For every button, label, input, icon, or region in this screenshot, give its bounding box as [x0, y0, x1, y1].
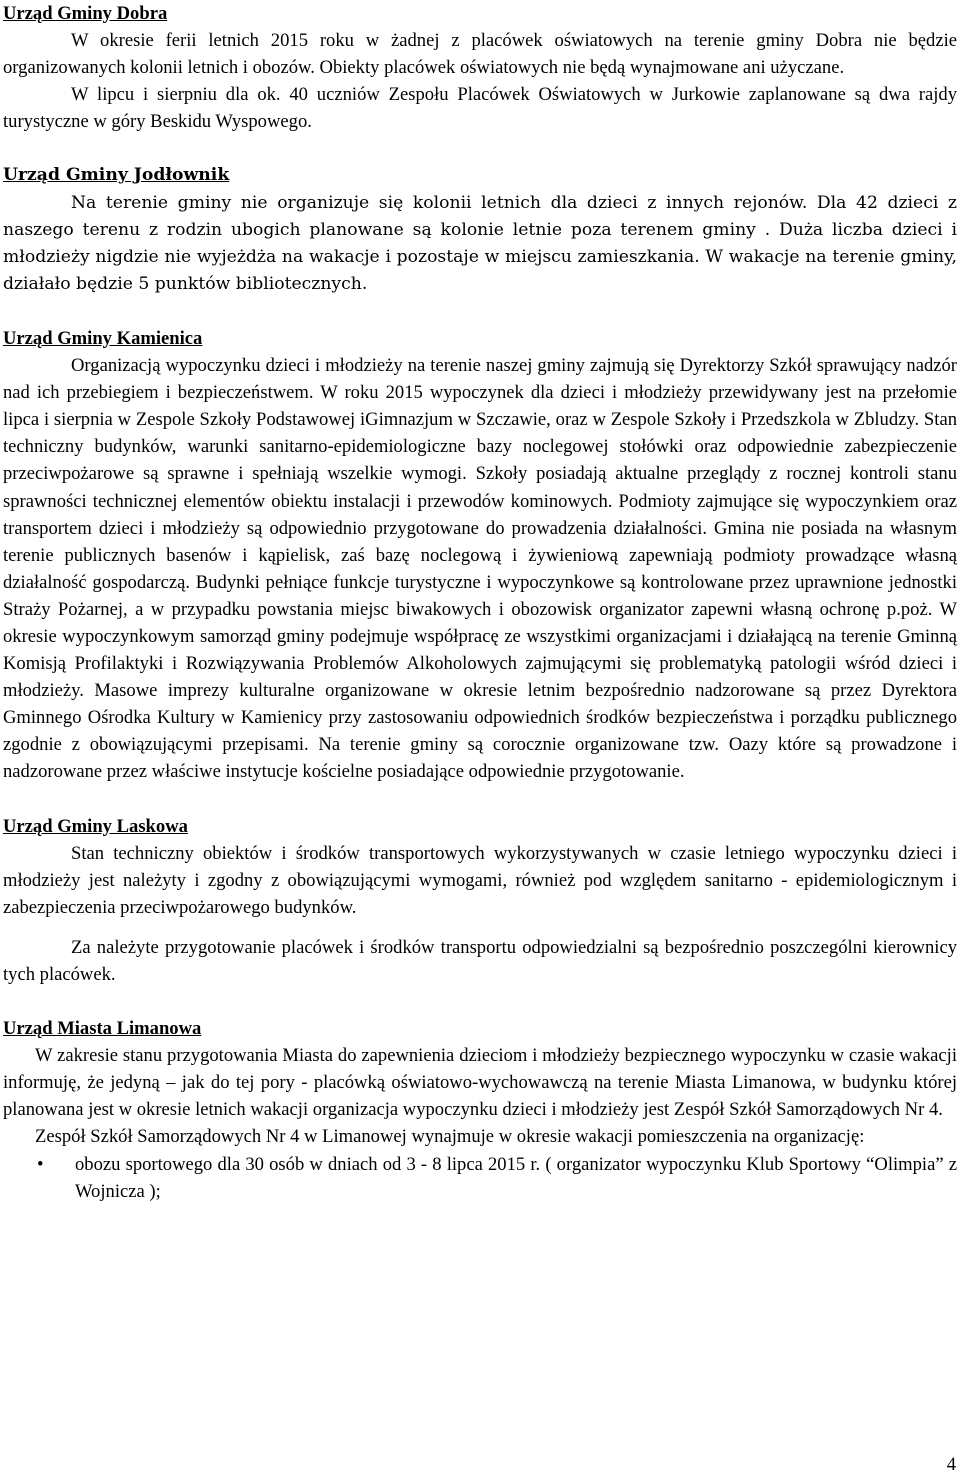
- section-heading: Urząd Gminy Laskowa: [3, 815, 188, 837]
- spacer: [3, 135, 957, 162]
- document-page: [3, 0, 957, 1205]
- list-item-text: obozu sportowego dla 30 osób w dniach od 3 - 8 lipca 2015 r. ( organizator wypoczynku Klub Sportowy “Olimpia” z Wojnicza );: [75, 1153, 957, 1202]
- list-item: [3, 1151, 957, 1205]
- bullet-list: [3, 1151, 957, 1205]
- section-heading: Urząd Gminy Dobra: [3, 3, 168, 24]
- bullet-icon: •: [37, 1153, 44, 1175]
- paragraph: Za należyte przygotowanie placówek i środków transportu odpowiedzialni są bezpośrednio poszczególni kierownicy tych placówek.: [3, 936, 957, 985]
- paragraph: Stan techniczny obiektów i środków transportowych wykorzystywanych w czasie letniego wypoczynku dzieci i młodzieży jest należyty i zgodny z obowiązującymi wymogami, również pod względem sanitarno - epidemiologicznym i zabezpieczenia przeciwpożarowego budynków.: [3, 842, 957, 918]
- section-heading: Urząd Gminy Kamienica: [3, 327, 203, 349]
- paragraph: Na terenie gminy nie organizuje się kolonii letnich dla dzieci z innych rejonów. Dla 42 dzieci z naszego terenu z rodzin ubogich planowane są kolonie letnie poza terenem gminy . Duża liczba dzieci i młodzieży nigdzie nie wyjeżdża na wakacje i pozostaje w miejscu zamieszkania. W wakacje na terenie gminy, działało będzie 5 punktów bibliotecznych.: [3, 192, 957, 294]
- paragraph: Organizacją wypoczynku dzieci i młodzieży na terenie naszej gminy zajmują się Dyrektorzy Szkół sprawujący nadzór nad ich przebiegiem i bezpieczeństwem. W roku 2015 wypoczynek dla dzieci i młodzieży przewidywany jest na przełomie lipca i sierpnia w Zespole Szkoły Podstawowej iGimnazjum w Szczawie, oraz w Zespole Szkoły i Przedszkola w Zbludzy. Stan techniczny budynków, warunki sanitarno-epidemiologiczne bazy noclegowej stołówki oraz odpowiednie zabezpieczenie przeciwpożarowe są sprawne i spełniają wszelkie wymogi. Szkoły posiadają aktualne przeglądy z rocznej kontroli stanu sprawności technicznej elementów obiektu instalacji i przewodów kominowych. Podmioty zajmujące się wypoczynkiem oraz transportem dzieci i młodzieży są odpowiednio przygotowane do prowadzenia działalności. Gmina nie posiada na własnym terenie publicznych basenów i kąpielisk, zaś bazę noclegową i żywieniową zapewniają podmioty prowadzące własną działalność gospodarczą. Budynki pełniące funkcje turystyczne i wypoczynkowe są kontrolowane przez uprawnione jednostki Straży Pożarnej, a w przypadku powstania miejsc biwakowych i obozowisk organizator zapewni własną ochronę p.poż. W okresie wypoczynkowym samorząd gminy podejmuje współpracę ze wszystkimi organizacjami i działającą na terenie Gminną Komisją Profilaktyki i Rozwiązywania Problemów Alkoholowych zajmującymi się problematyką patologii wśród dzieci i młodzieży. Masowe imprezy kulturalne organizowane w okresie letnim bezpośrednio nadzorowane są przez Dyrektora Gminnego Ośrodka Kultury w Kamienicy przy zastosowaniu odpowiednich środków bezpieczeństwa i porządku publicznego zgodnie z obowiązującymi przepisami. Na terenie gminy są corocznie organizowane tzw. Oazy które są prowadzone i nadzorowane przez właściwe instytucje kościelne posiadające odpowiednie przygotowanie.: [3, 355, 957, 783]
- page-number: 4: [946, 1454, 956, 1475]
- paragraph: W lipcu i sierpniu dla ok. 40 uczniów Zespołu Placówek Oświatowych w Jurkowie zaplanowane są dwa rajdy turystyczne w góry Beskidu Wyspowego.: [3, 84, 957, 133]
- section-heading: Urząd Gminy Jodłownik: [3, 165, 230, 186]
- spacer: [3, 988, 957, 1015]
- section-heading: Urząd Miasta Limanowa: [3, 1018, 202, 1040]
- paragraph: W okresie ferii letnich 2015 roku w żadnej z placówek oświatowych na terenie gminy Dobra nie będzie organizowanych kolonii letnich i obozów. Obiekty placówek oświatowych nie będą wynajmowane ani użyczane.: [3, 30, 957, 79]
- section-kamienica: [3, 325, 957, 786]
- spacer: [3, 298, 957, 325]
- spacer: [3, 921, 957, 934]
- section-laskowa: [3, 813, 957, 989]
- paragraph: W zakresie stanu przygotowania Miasta do zapewnienia dzieciom i młodzieży bezpiecznego wypoczynku w czasie wakacji informuję, że jedyną – jak do tej pory - placówką oświatowo-wychowawczą na terenie Miasta Limanowa, w budynku której planowana jest w okresie letnich wakacji organizacja wypoczynku dzieci i młodzieży jest Zespół Szkół Samorządowych Nr 4.: [3, 1045, 957, 1121]
- paragraph: Zespół Szkół Samorządowych Nr 4 w Limanowej wynajmuje w okresie wakacji pomieszczenia na organizację:: [35, 1126, 865, 1148]
- section-dobra: [3, 0, 957, 135]
- section-limanowa: [3, 1015, 957, 1205]
- spacer: [3, 786, 957, 813]
- section-jodlownik: [3, 162, 957, 297]
